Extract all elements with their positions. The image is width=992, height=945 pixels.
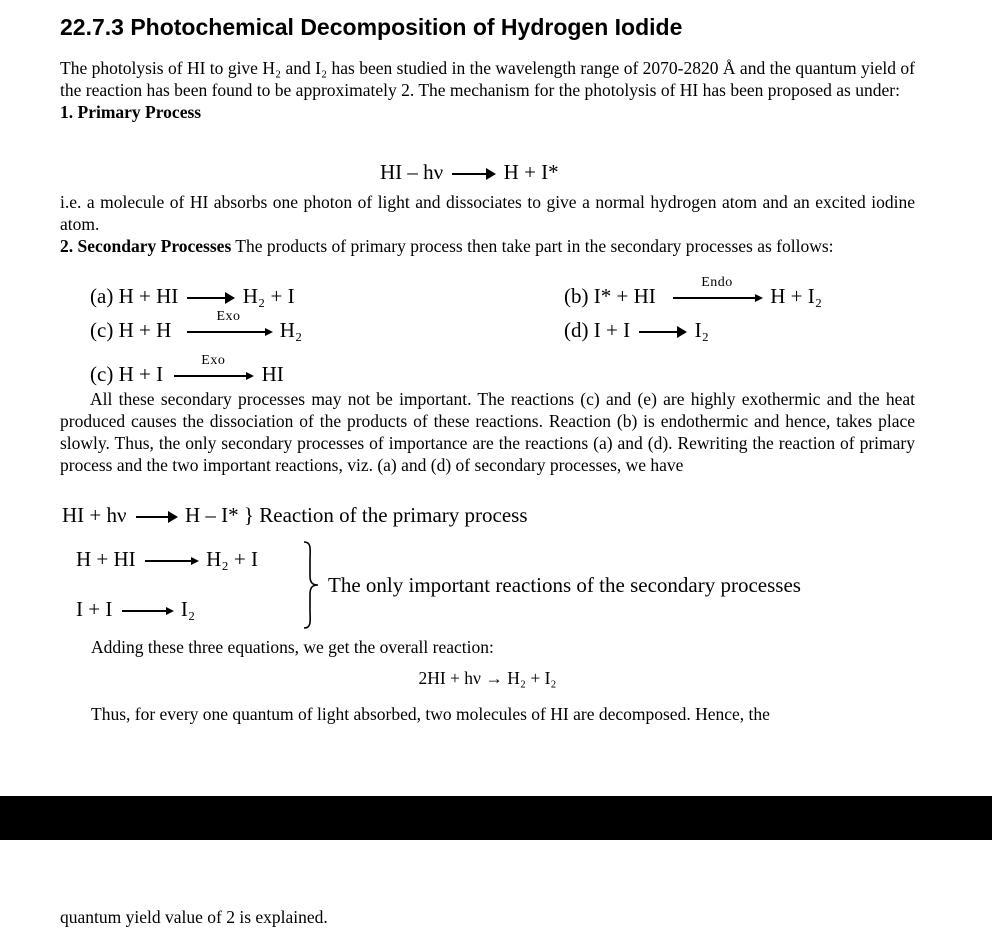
arrow-label: Endo: [701, 275, 733, 291]
summary-sec2-arrow: [122, 610, 172, 612]
summary-sec2-left: I + I: [76, 597, 113, 621]
summary-primary: [62, 503, 528, 528]
summary-sec1-right: H₂ + I: [206, 547, 258, 571]
reaction-d: [564, 318, 709, 343]
section-heading: 22.7.3 Photochemical Decomposition of Hydrogen Iodide: [60, 14, 683, 40]
summary-primary-arrow: [136, 516, 176, 518]
secondary-intro: [60, 235, 915, 257]
primary-explanation: i.e. a molecule of HI absorbs one photon of light and dissociates to give a normal hydrogen atom and an excited iodine atom.: [60, 192, 915, 234]
secondary-title: 2. Secondary Processes: [60, 236, 232, 256]
secondary-text: The products of primary process then take part in the secondary processes as follows:: [231, 236, 834, 256]
reaction-a: [90, 284, 295, 309]
reaction-tag: (d): [564, 318, 589, 342]
primary-process-title: 1. Primary Process: [60, 102, 202, 122]
reaction-left: I + I: [593, 318, 631, 342]
reaction-arrow: [174, 353, 252, 377]
primary-eq-left: HI – hν: [380, 160, 444, 184]
intro-text: The photolysis of HI to give H₂ and I₂ has been studied in the wavelength range of 2070-2820 Å and the quantum yield of the reaction has been found to be approximately 2. The mechanism for the photolysis of HI has been proposed as under:: [60, 58, 915, 100]
summary-secondary-2: [76, 597, 195, 622]
reaction-arrow: [187, 297, 233, 299]
adding-text: Adding these three equations, we get the overall reaction:: [91, 637, 494, 657]
reaction-e: [90, 353, 284, 387]
summary-primary-right: H – I*: [185, 503, 239, 527]
reaction-left: H + HI: [118, 284, 179, 308]
summary-sec2-right: I₂: [180, 597, 196, 621]
reaction-right: H₂: [279, 318, 303, 342]
reaction-tag: (b): [564, 284, 589, 308]
page-break-bar: [0, 796, 992, 840]
reaction-arrow: [187, 309, 271, 333]
reaction-arrow: [639, 331, 685, 333]
conclusion-end: quantum yield value of 2 is explained.: [60, 907, 328, 927]
right-brace-icon: [298, 540, 322, 630]
summary-primary-left: HI + hν: [62, 503, 127, 527]
reaction-right: H₂ + I: [242, 284, 295, 308]
reaction-left: I* + HI: [593, 284, 656, 308]
arrow-label: Exo: [216, 309, 241, 325]
conclusion-start: Thus, for every one quantum of light absorbed, two molecules of HI are decomposed. Hence, the: [91, 704, 770, 724]
reaction-c: [90, 309, 303, 343]
summary-sec1-arrow: [145, 560, 197, 562]
intro-paragraph: [60, 57, 915, 123]
summary-sec1-left: H + HI: [76, 547, 136, 571]
reaction-left: H + H: [118, 318, 172, 342]
reaction-tag: (c): [90, 318, 114, 342]
overall-equation-row: [0, 668, 992, 689]
reaction-b: [564, 275, 823, 309]
primary-equation: [380, 160, 559, 185]
summary-secondary-1: [76, 547, 258, 572]
overall-equation: 2HI + hν → H₂ + I₂: [418, 668, 557, 688]
reaction-right: H + I₂: [770, 284, 823, 308]
primary-eq-right: H + I*: [503, 160, 559, 184]
reaction-right: I₂: [694, 318, 709, 342]
reaction-tag: (c): [90, 362, 114, 386]
reaction-right: HI: [261, 362, 284, 386]
arrow-label: Exo: [201, 353, 226, 369]
summary-primary-note: } Reaction of the primary process: [243, 503, 528, 527]
summary-secondary-note: The only important reactions of the secondary processes: [328, 573, 801, 597]
reaction-tag: (a): [90, 284, 114, 308]
reaction-left: H + I: [118, 362, 164, 386]
reaction-arrow: [673, 275, 761, 299]
primary-arrow: [452, 173, 494, 175]
discussion-paragraph: All these secondary processes may not be important. The reactions (c) and (e) are highly exothermic and the heat produced causes the dissociation of the products of these reactions. Reaction (b) is endothermic and hence, takes place slowly. Thus, the only secondary processes of importance are the reactions (a) and (d). Rewriting the reaction of primary process and the two important reactions, viz. (a) and (d) of secondary processes, we have: [60, 389, 915, 475]
primary-explanation-block: [60, 191, 915, 257]
